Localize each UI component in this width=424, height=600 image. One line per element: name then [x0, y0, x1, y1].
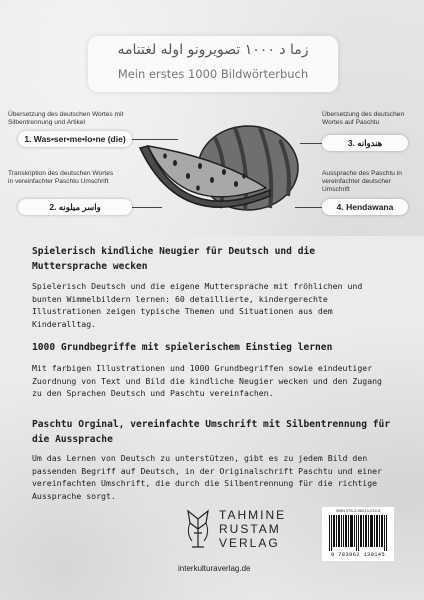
connector-line [295, 207, 322, 208]
publisher-line: TAHMINE [219, 508, 287, 522]
title-box [88, 36, 338, 92]
pill-pashto-word: 3. هندوانه [322, 135, 408, 151]
label-german-word: Übersetzung des deutschen Wortes mit Silbentrennung und Artikel [8, 111, 124, 126]
section-heading: 1000 Grundbegriffe mit spielerischem Einstieg lernen [32, 342, 333, 353]
publisher-logo-icon [184, 507, 212, 553]
barcode-digits: 9 783962 130145 [330, 551, 385, 558]
section-body: Um das Lernen von Deutsch zu unterstützen, gibt es zu jedem Bild den passenden Begriff auf Deutsch, in der Originalschrift Paschtu und einer vereinfachten Umschrift, die durch die Silbentrennung für die richtige Aussprache sorgt. [32, 453, 382, 501]
connector-line [300, 143, 322, 144]
title-german: Mein erstes 1000 Bildwörterbuch [117, 67, 309, 81]
isbn-label: ISBN 978-3-96213-014-5 [335, 508, 381, 513]
section-body: Mit farbigen Illustrationen und 1000 Grundbegriffen sowie eindeutiger Zuordnung von Text und Bild die kindliche Neugier wecken und den Zugang zu den Sprachen Deutsch und Paschtu vereinfachen. [32, 363, 382, 399]
label-pashto-word: Übersetzung des deutschen Wortes auf Paschtu [322, 111, 405, 126]
label-pronunciation: Aussprache des Paschtu in vereinfachter deutscher Umschrift [322, 170, 402, 193]
connector-line [132, 139, 178, 140]
pill-pronunciation: 4. Hendawana [322, 199, 408, 215]
connector-line [132, 207, 162, 208]
publisher-line: VERLAG [219, 536, 280, 550]
barcode-icon [328, 515, 388, 551]
section-heading: Paschtu Orginal, vereinfachte Umschrift mit Silbentrennung für die Aussprache [32, 419, 391, 445]
pill-transcription: واسر میلونه .2 [18, 199, 132, 215]
publisher-url: interkulturaverlag.de [178, 564, 251, 573]
pill-german-word: 1. Was•ser•me•lo•ne (die) [18, 131, 132, 147]
section-heading: Spielerisch kindliche Neugier für Deutsch und die Muttersprache wecken [32, 246, 316, 272]
label-transcription: Transkription des deutschen Wortes in vereinfachter Paschtu Umschrift [8, 170, 114, 185]
publisher-line: RUSTAM [219, 522, 281, 536]
publisher-name [219, 508, 286, 550]
barcode-box [322, 507, 394, 561]
title-pashto: زما د ۱۰۰۰ تصویرونو اوله لغتنامه [117, 42, 309, 58]
watermelon-illustration [120, 118, 310, 228]
section-body: Spielerisch Deutsch und die eigene Muttersprache mit fröhlichen und bunten Wimmelbildern lernen: 60 detaillierte, kindergerechte Illustrationen zeigen typische Themen und Situationen aus dem Kinderalltag. [32, 281, 363, 329]
